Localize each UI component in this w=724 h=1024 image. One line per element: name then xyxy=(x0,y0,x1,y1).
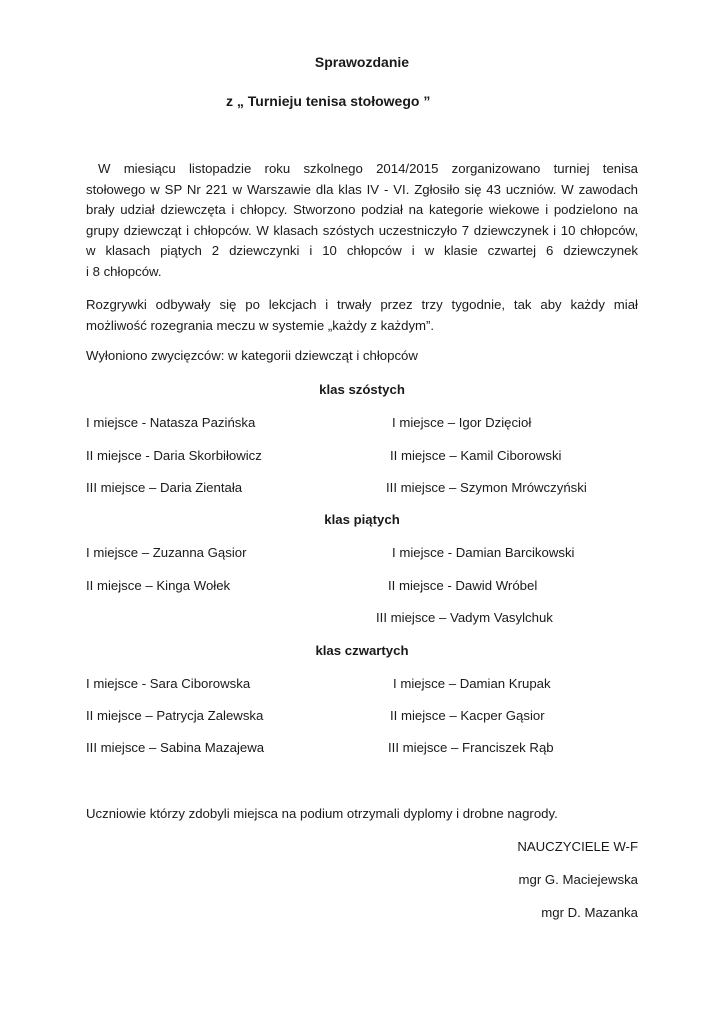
winners-intro: Wyłoniono zwycięzców: w kategorii dziewcząt i chłopców xyxy=(86,348,418,363)
girls-place-2: II miejsce – Kinga Wołek xyxy=(86,578,231,593)
schedule-line: Rozgrywki odbywały się po lekcjach i trwały przez trzy tygodnie, tak aby każdy miał xyxy=(86,297,638,312)
intro-line: W miesiącu listopadzie roku szkolnego 2014/2015 zorganizowano turniej tenisa xyxy=(98,161,638,176)
signature-role: NAUCZYCIELE W-F xyxy=(517,839,638,854)
girls-place-3: III miejsce – Sabina Mazajewa xyxy=(86,740,265,755)
intro-line: i 8 chłopców. xyxy=(86,263,162,279)
girls-place-2: II miejsce – Patrycja Zalewska xyxy=(86,708,264,723)
girls-place-1: I miejsce – Zuzanna Gąsior xyxy=(86,545,247,560)
boys-place-1: I miejsce – Igor Dzięcioł xyxy=(392,415,532,430)
group-heading-fifth: klas piątych xyxy=(324,512,400,527)
boys-place-3: III miejsce – Franciszek Rąb xyxy=(388,740,554,755)
intro-line: w klasach piątych 2 dziewczynki i 10 chłopców i w klasie czwartej 6 dziewczynek xyxy=(86,243,638,258)
boys-place-1: I miejsce - Damian Barcikowski xyxy=(392,545,575,560)
schedule-line: możliwość rozegrania meczu w systemie „każdy z każdym”. xyxy=(86,317,435,333)
intro-paragraph xyxy=(86,159,638,282)
group-heading-fourth: klas czwartych xyxy=(315,643,409,658)
group-heading-sixth: klas szóstych xyxy=(319,382,405,397)
girls-place-1: I miejsce - Natasza Pazińska xyxy=(86,415,256,430)
boys-place-2: II miejsce – Kamil Ciborowski xyxy=(390,448,562,463)
boys-place-2: II miejsce – Kacper Gąsior xyxy=(390,708,545,723)
girls-place-2: II miejsce - Daria Skorbiłowicz xyxy=(86,448,262,463)
boys-place-3: III miejsce – Szymon Mrówczyński xyxy=(386,480,587,495)
girls-place-1: I miejsce - Sara Ciborowska xyxy=(86,676,251,691)
boys-place-3: III miejsce – Vadym Vasylchuk xyxy=(376,610,553,625)
closing-sentence: Uczniowie którzy zdobyli miejsca na podium otrzymali dyplomy i drobne nagrody. xyxy=(86,806,558,821)
schedule-paragraph xyxy=(86,295,638,336)
boys-place-1: I miejsce – Damian Krupak xyxy=(393,676,551,691)
document-title: Sprawozdanie xyxy=(314,54,410,70)
signature-name-2: mgr D. Mazanka xyxy=(541,905,638,920)
boys-place-2: II miejsce - Dawid Wróbel xyxy=(388,578,538,593)
document-subtitle: z „ Turnieju tenisa stołowego ” xyxy=(226,93,431,109)
intro-line: grupy dziewcząt i chłopców. W klasach szóstych uczestniczyło 7 dziewczynek i 10 chłopców, xyxy=(86,222,638,238)
intro-line: brały udział dziewczęta i chłopcy. Stworzono podział na kategorie wiekowe i podzielono na xyxy=(86,202,638,217)
girls-place-3: III miejsce – Daria Zientała xyxy=(86,480,243,495)
signature-name-1: mgr G. Maciejewska xyxy=(518,872,638,887)
intro-line: stołowego w SP Nr 221 w Warszawie dla klas IV - VI. Zgłosiło się 43 uczniów. W zawodach xyxy=(86,181,638,197)
